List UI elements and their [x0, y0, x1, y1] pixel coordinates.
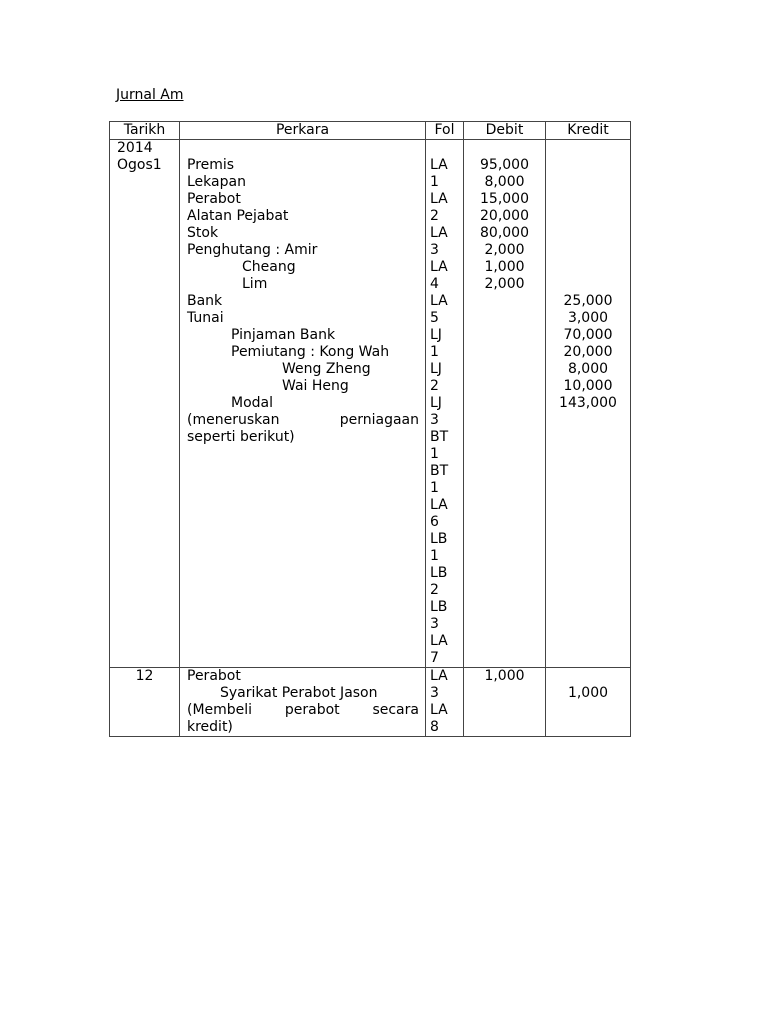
fol-ref: 4: [430, 276, 439, 292]
entry-fol-cell: [426, 140, 464, 668]
account-line: Alatan Pejabat: [187, 208, 289, 224]
kredit-amount: 8,000: [567, 361, 609, 377]
account-line: Syarikat Perabot Jason: [220, 685, 378, 701]
fol-ref: LA: [430, 497, 448, 513]
fol-ref: 3: [430, 616, 439, 632]
entry-date-cell: [110, 140, 180, 668]
entry-fol-cell: [426, 668, 464, 737]
fol-ref: 2: [430, 378, 439, 394]
header-debit: Debit: [464, 122, 546, 140]
narration-line: seperti berikut): [187, 429, 295, 445]
fol-ref: LA: [430, 702, 448, 718]
fol-ref: LB: [430, 531, 448, 547]
entry-date: 12: [135, 668, 154, 684]
account-line: Modal: [231, 395, 273, 411]
fol-ref: LJ: [430, 327, 442, 343]
entry-kredit-cell: [546, 668, 631, 737]
kredit-amount: 1,000: [567, 685, 609, 701]
fol-ref: BT: [430, 429, 449, 445]
account-line: Perabot: [187, 191, 241, 207]
entry-debit-cell: [464, 668, 546, 737]
narration-line: [187, 412, 419, 429]
table-header-row: [110, 122, 631, 140]
debit-amount: 20,000: [480, 208, 529, 224]
narration-word: perabot: [284, 702, 340, 718]
kredit-amount: 25,000: [563, 293, 613, 309]
narration-word: perniagaan: [339, 412, 419, 428]
account-line: Pemiutang : Kong Wah: [231, 344, 390, 360]
entry-kredit-cell: [546, 140, 631, 668]
kredit-amount: 143,000: [559, 395, 617, 411]
fol-ref: 2: [430, 208, 439, 224]
narration-word: secara: [372, 702, 419, 718]
fol-ref: 3: [430, 412, 439, 428]
fol-ref: 8: [430, 719, 439, 735]
debit-amount: 80,000: [480, 225, 529, 241]
fol-ref: LA: [430, 633, 448, 649]
narration-line: kredit): [187, 719, 233, 735]
fol-ref: 1: [430, 548, 439, 564]
entry-debit-cell: [464, 140, 546, 668]
entry-date-cell: [110, 668, 180, 737]
fol-ref: LB: [430, 565, 448, 581]
debit-amount: 95,000: [480, 157, 529, 173]
header-tarikh: Tarikh: [110, 122, 180, 140]
account-line: Pinjaman Bank: [231, 327, 336, 343]
account-line: Weng Zheng: [282, 361, 371, 377]
debit-amount: 1,000: [484, 668, 525, 684]
debit-amount: 15,000: [480, 191, 529, 207]
fol-ref: LA: [430, 157, 448, 173]
account-line: Tunai: [187, 310, 224, 326]
account-line: Lim: [242, 276, 268, 292]
narration-word: (meneruskan: [187, 412, 280, 428]
account-line: Perabot: [187, 668, 241, 684]
entry-date: Ogos1: [117, 157, 162, 173]
debit-amount: 8,000: [484, 174, 525, 190]
fol-ref: 1: [430, 446, 439, 462]
fol-ref: 7: [430, 650, 439, 666]
journal-entry-row: [110, 668, 631, 737]
account-line: Cheang: [242, 259, 296, 275]
header-kredit: Kredit: [546, 122, 631, 140]
kredit-amount: 10,000: [563, 378, 613, 394]
fol-ref: LB: [430, 599, 448, 615]
fol-ref: 1: [430, 480, 439, 496]
kredit-amount: 3,000: [567, 310, 609, 326]
fol-ref: LA: [430, 225, 448, 241]
fol-ref: BT: [430, 463, 449, 479]
entry-description-cell: [180, 668, 426, 737]
fol-ref: 6: [430, 514, 439, 530]
fol-ref: 2: [430, 582, 439, 598]
account-line: Lekapan: [187, 174, 246, 190]
fol-ref: LJ: [430, 361, 442, 377]
fol-ref: LA: [430, 191, 448, 207]
debit-amount: 2,000: [484, 276, 525, 292]
fol-ref: 3: [430, 242, 439, 258]
journal-table: [109, 121, 631, 737]
narration-line: [187, 702, 419, 719]
account-line: Penghutang : Amir: [187, 242, 318, 258]
fol-ref: LJ: [430, 395, 442, 411]
kredit-amount: 20,000: [563, 344, 613, 360]
debit-amount: 2,000: [484, 242, 525, 258]
account-line: Premis: [187, 157, 235, 173]
fol-ref: LA: [430, 668, 448, 684]
fol-ref: LA: [430, 259, 448, 275]
journal-entry-row: [110, 140, 631, 668]
header-fol: Fol: [426, 122, 464, 140]
fol-ref: 1: [430, 344, 439, 360]
fol-ref: 3: [430, 685, 439, 701]
debit-amount: 1,000: [484, 259, 525, 275]
kredit-amount: 70,000: [563, 327, 613, 343]
account-line: Wai Heng: [282, 378, 349, 394]
header-perkara: Perkara: [180, 122, 426, 140]
entry-description-cell: [180, 140, 426, 668]
fol-ref: 1: [430, 174, 439, 190]
account-line: Bank: [187, 293, 223, 309]
fol-ref: LA: [430, 293, 448, 309]
page-title: Jurnal Am: [116, 87, 184, 103]
entry-year: 2014: [117, 140, 153, 156]
fol-ref: 5: [430, 310, 439, 326]
account-line: Stok: [187, 225, 219, 241]
narration-word: (Membeli: [187, 702, 253, 718]
